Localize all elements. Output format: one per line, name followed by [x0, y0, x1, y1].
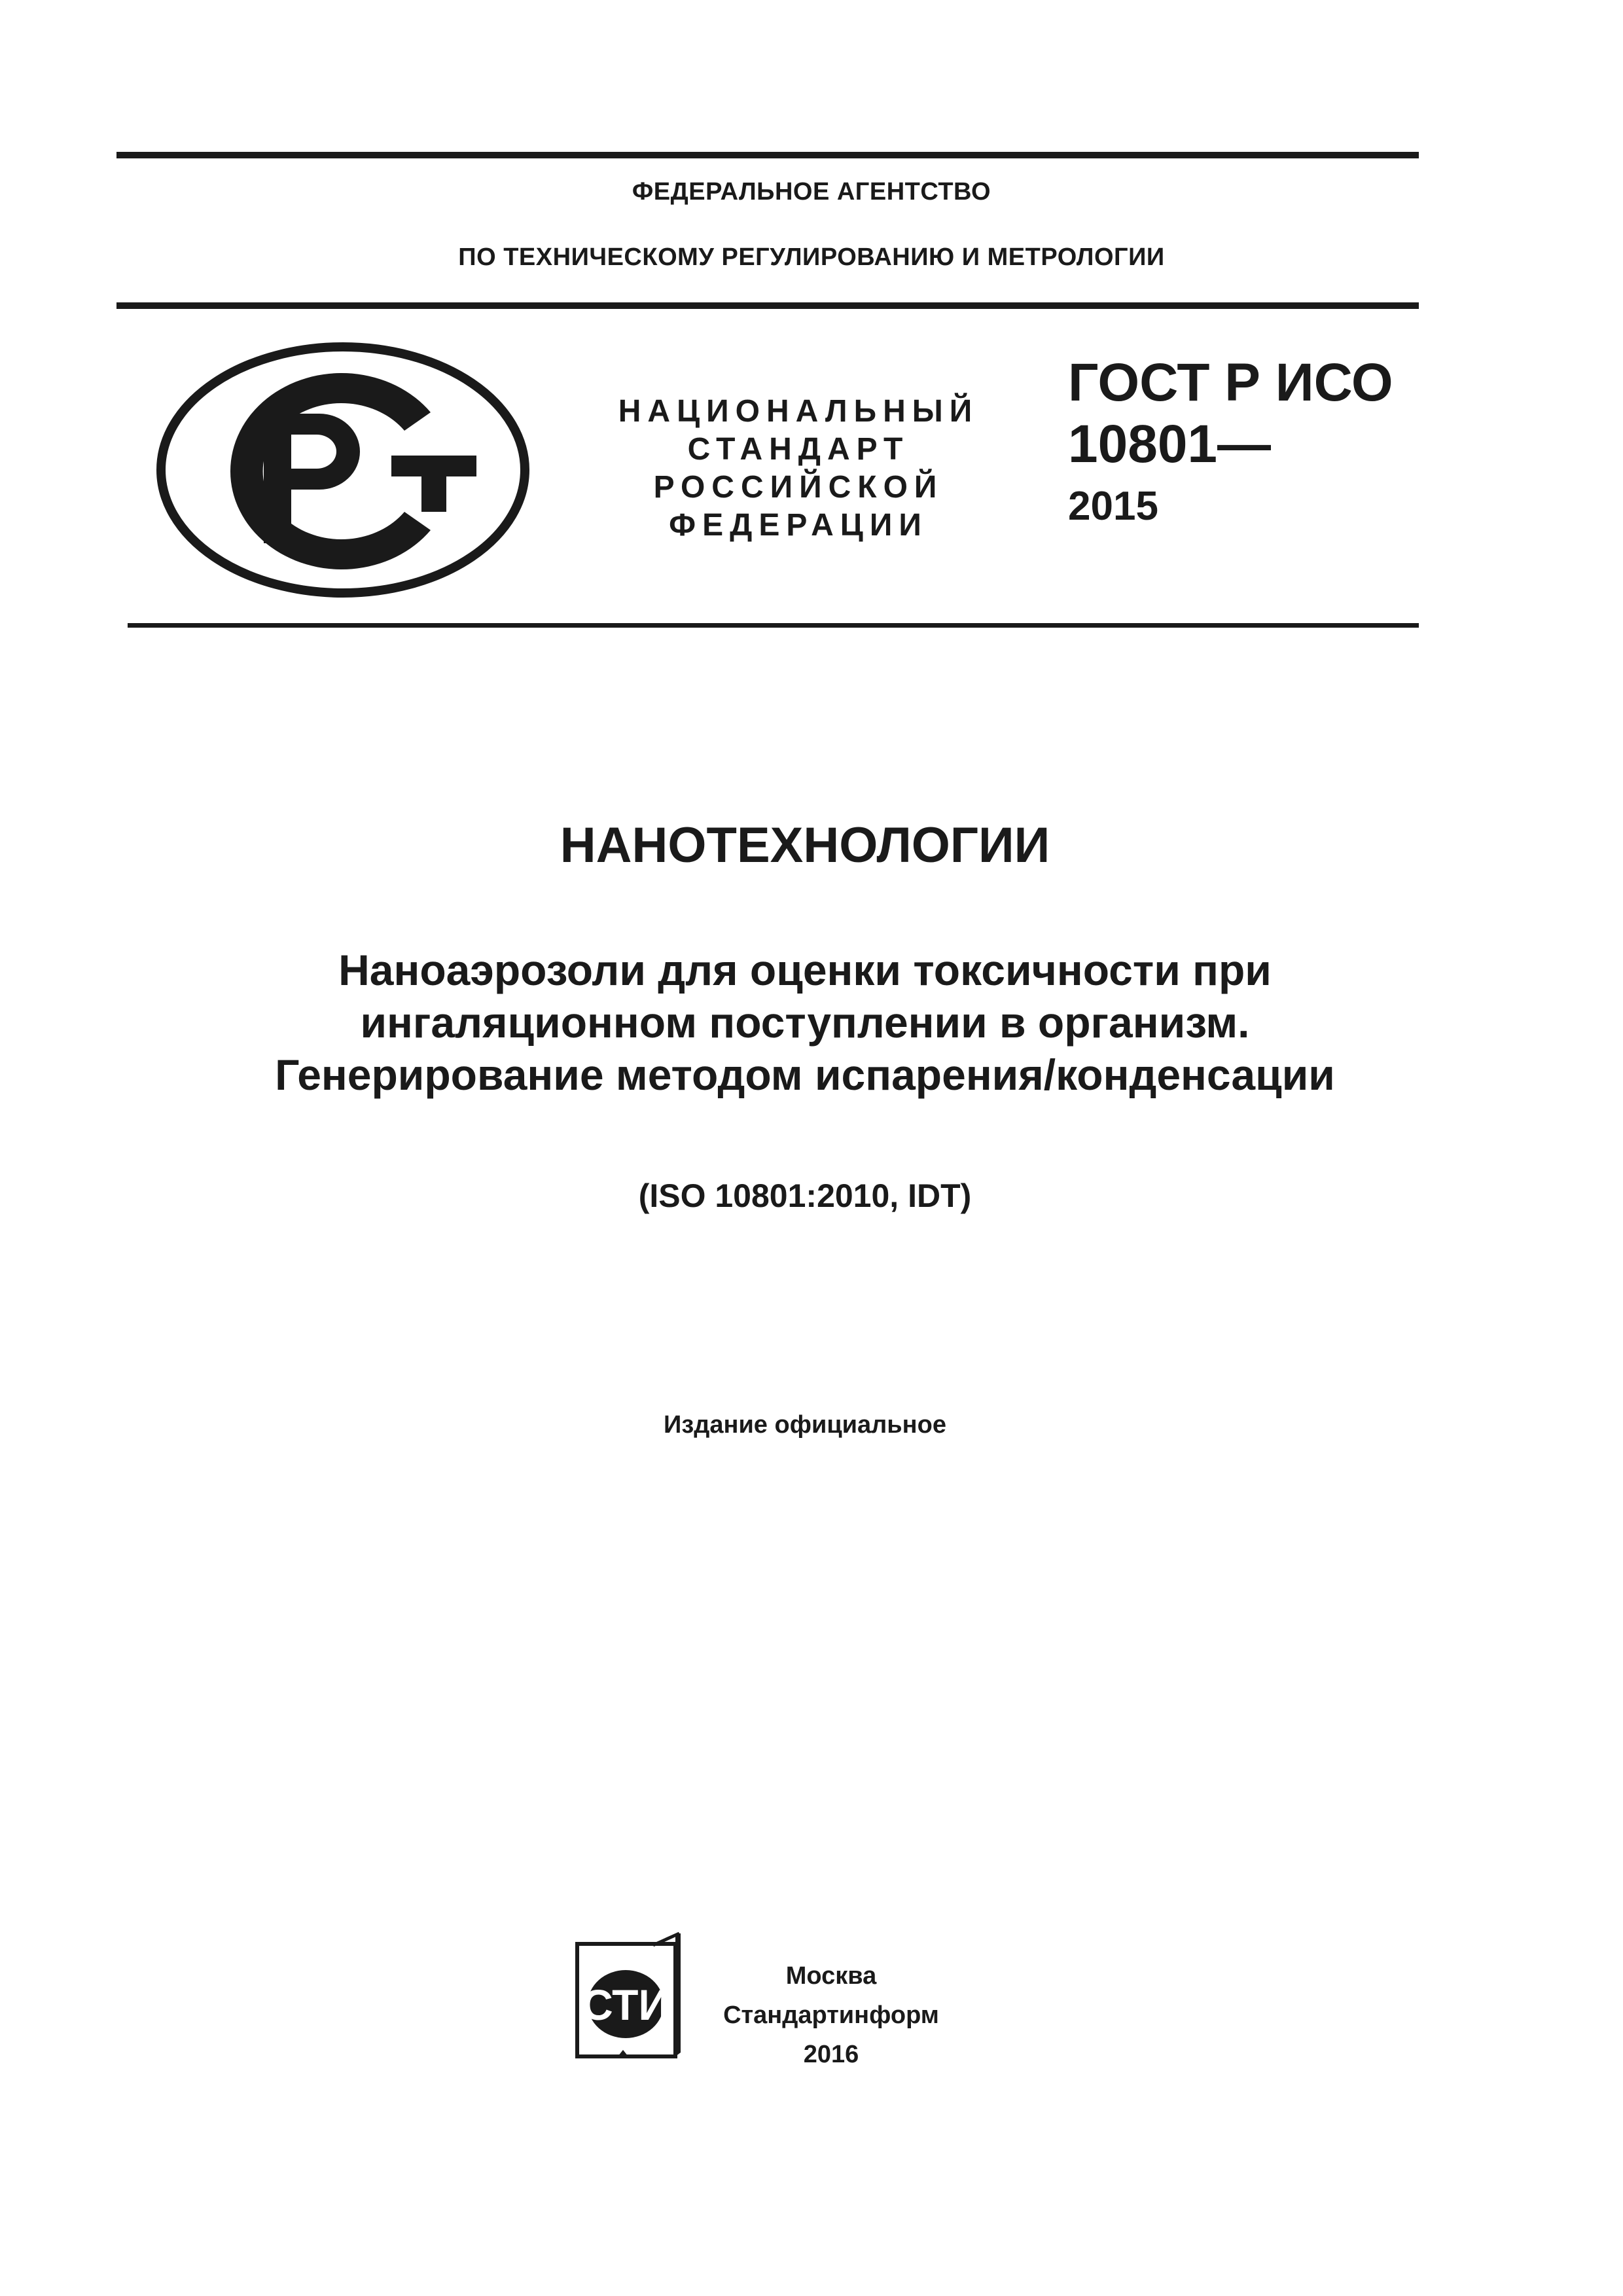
edition-label: Издание официальное: [664, 1411, 946, 1439]
designation-bottom-rule: [128, 623, 1419, 628]
agency-line-1: ФЕДЕРАЛЬНОЕ АГЕНТСТВО: [632, 178, 991, 206]
header-bottom-rule: [116, 302, 1419, 309]
standard-type-line-1: НАЦИОНАЛЬНЫЙ: [618, 394, 979, 429]
iso-reference: (ISO 10801:2010, IDT): [638, 1177, 972, 1214]
svg-text:СТИ: СТИ: [582, 1981, 669, 2029]
rst-certification-mark-icon: [156, 340, 530, 600]
standard-type-line-2: СТАНДАРТ: [687, 432, 910, 467]
publisher-city: Москва: [785, 1962, 877, 1990]
standartinform-logo-icon: [575, 1931, 685, 2062]
publisher-year: 2016: [803, 2041, 859, 2068]
subtitle-line-1: Наноаэрозоли для оценки токсичности при: [338, 946, 1272, 994]
agency-line-2: ПО ТЕХНИЧЕСКОМУ РЕГУЛИРОВАНИЮ И МЕТРОЛОГИИ: [458, 243, 1165, 271]
standard-type-line-4: ФЕДЕРАЦИИ: [669, 508, 928, 543]
document-subtitle: [0, 944, 1616, 1101]
standard-designation-line-1: ГОСТ Р ИСО: [1068, 353, 1393, 412]
subtitle-line-2: ингаляционном поступлении в организм.: [360, 998, 1250, 1047]
document-title: НАНОТЕХНОЛОГИИ: [560, 817, 1050, 873]
standard-designation-line-3: 2015: [1068, 484, 1158, 529]
publisher-block: [707, 1960, 955, 2071]
standard-type-line-3: РОССИЙСКОЙ: [653, 470, 944, 505]
publisher-name: Стандартинформ: [723, 2001, 939, 2029]
header-top-rule: [116, 152, 1419, 158]
standard-type-label: [589, 393, 1008, 545]
standard-designation-line-2: 10801—: [1068, 414, 1272, 474]
subtitle-line-3: Генерирование методом испарения/конденсации: [275, 1050, 1335, 1099]
